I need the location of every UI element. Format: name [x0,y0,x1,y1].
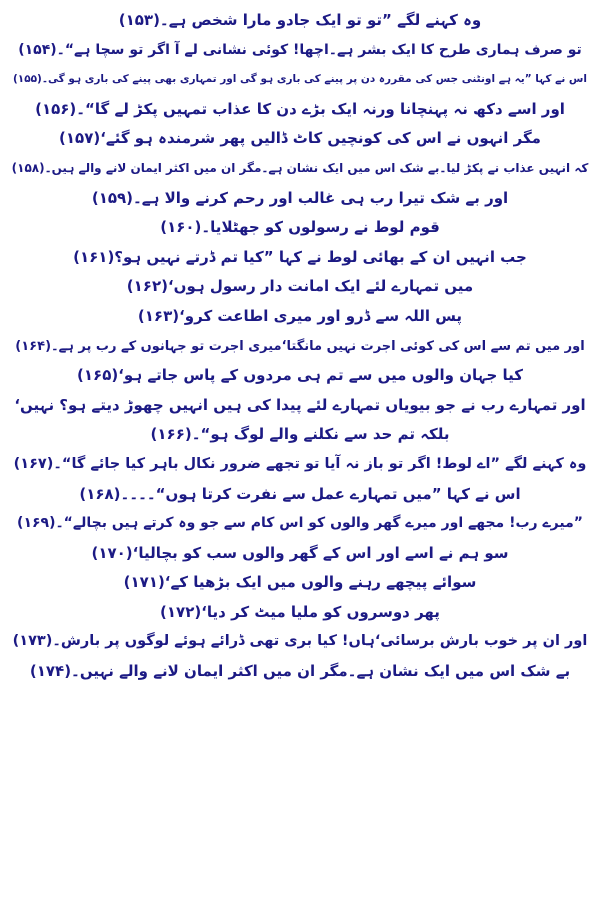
verse-line-164: اور میں تم سے اس کی کوئی اجرت نہیں مانگتا‘میری اجرت تو جہانوں کے رب پر ہے۔(۱۶۴) [15,338,585,354]
verse-line-157: مگر انہوں نے اس کی کونچیں کاٹ ڈالیں پھر شرمندہ ہو گئے‘(۱۵۷) [59,129,541,148]
verse-line-170: سو ہم نے اسے اور اس کے گھر والوں سب کو بچالیا‘(۱۷۰) [91,543,509,562]
verse-line-161: جب انہیں ان کے بھائی لوط نے کہا ”کیا تم ڈرتے نہیں ہو؟(۱۶۱) [73,247,527,266]
verse-line-169: ”میرے رب! مجھے اور میرے گھر والوں کو اس کام سے جو وہ کرتے ہیں بچالے“۔(۱۶۹) [17,515,583,532]
verse-line-163: پس اللہ سے ڈرو اور میری اطاعت کرو‘(۱۶۳) [137,306,463,325]
verse-line-159: اور بے شک تیرا رب ہی غالب اور رحم کرنے والا ہے۔(۱۵۹) [91,188,509,207]
verse-line-173: اور ان پر خوب بارش برسائی‘ہاں! کیا بری تھی ڈرائے ہوئے لوگوں پر بارش۔(۱۷۳) [12,633,588,650]
verse-line-171: سوائے پیچھے رہنے والوں میں ایک بڑھیا کے‘(۱۷۱) [123,573,477,592]
verse-line-153: وہ کہنے لگے ”تو تو ایک جادو مارا شخص ہے۔(۱۵۳) [118,11,482,29]
verse-line-168: اس نے کہا ”میں تمہارے عمل سے نفرت کرتا ہوں“۔۔۔۔(۱۶۸) [79,484,521,503]
verse-line-162: میں تمہارے لئے ایک امانت دار رسول ہوں‘(۱۶۲) [126,277,474,296]
verse-line-166a: اور تمہارے رب نے جو بیویاں تمہارے لئے پیدا کی ہیں انہیں چھوڑ دیتے ہو؟ نہیں‘ [14,395,586,414]
verse-line-154: تو صرف ہماری طرح کا ایک بشر ہے۔اچھا! کوئی نشانی لے آ اگر تو سچا ہے“۔(۱۵۴) [18,41,582,58]
verse-line-156: اور اسے دکھ نہ پہنچانا ورنہ ایک بڑے دن کا عذاب تمہیں پکڑ لے گا“۔(۱۵۶) [35,99,565,118]
verse-line-166b: بلکہ تم حد سے نکلنے والے لوگ ہو“۔(۱۶۶) [150,425,450,444]
verse-line-172: پھر دوسروں کو ملیا میٹ کر دیا‘(۱۷۲) [160,602,440,621]
verse-line-167: وہ کہنے لگے ”اے لوط! اگر تو باز نہ آیا تو تجھے ضرور نکال باہر کیا جائے گا“۔(۱۶۷) [13,455,587,472]
verse-line-165: کیا جہان والوں میں سے تم ہی مردوں کے پاس جاتے ہو‘(۱۶۵) [77,366,523,385]
verse-line-155: اس نے کہا ”یہ ہے اونٹنی جس کی مقررہ دن پر پینے کی باری ہو گی اور تمہاری بھی پینے کی باری ہو گی۔(۱۵۵) [12,73,587,86]
verse-line-158: کہ انہیں عذاب نے پکڑ لیا۔بے شک اس میں ایک نشان ہے۔مگر ان میں اکثر ایمان لانے والے ہیں۔(۱۵۸) [11,160,589,175]
verse-line-174: بے شک اس میں ایک نشان ہے۔مگر ان میں اکثر ایمان لانے والے نہیں۔(۱۷۴) [29,662,571,681]
verse-line-160: قوم لوط نے رسولوں کو جھٹلایا۔(۱۶۰) [160,218,440,237]
